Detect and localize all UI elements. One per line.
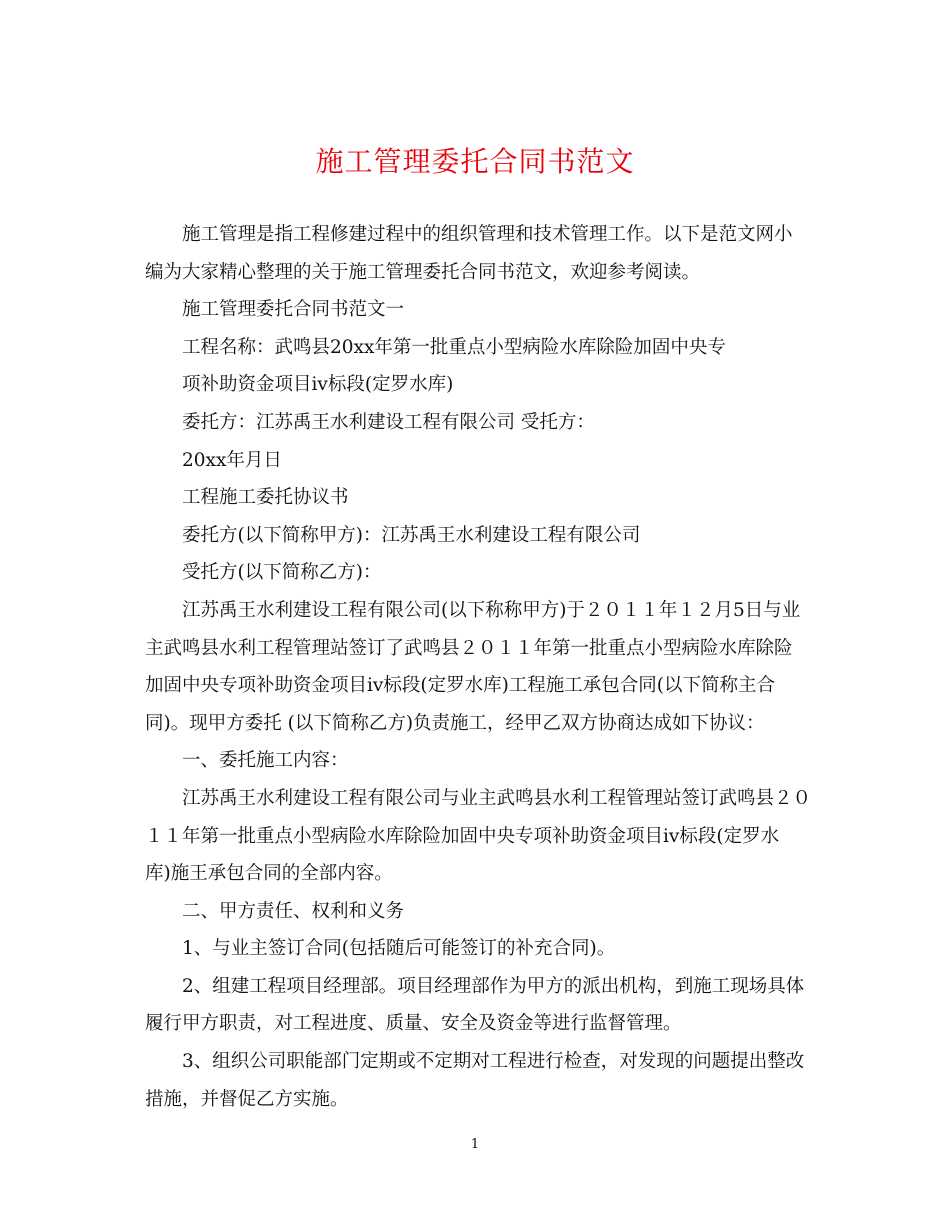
- paragraph-line: 编为大家精心整理的关于施工管理委托合同书范文，欢迎参考阅读。: [145, 261, 701, 283]
- paragraph-line: 措施，并督促乙方实施。: [145, 1088, 349, 1110]
- paragraph-line: 项补助资金项目iv标段(定罗水库): [182, 374, 454, 396]
- document-title: 施工管理委托合同书范文: [315, 145, 635, 178]
- paragraph-line: 履行甲方职责，对工程进度、质量、安全及资金等进行监督管理。: [145, 1013, 682, 1035]
- paragraph-line: 2、组建工程项目经理部。项目经理部作为甲方的派出机构，到施工现场具体: [182, 975, 805, 997]
- paragraph-line: 同)。现甲方委托 (以下简称乙方)负责施工，经甲乙双方协商达成如下协议：: [145, 712, 765, 734]
- paragraph-line: 委托方：江苏禹王水利建设工程有限公司 受托方：: [182, 411, 595, 433]
- paragraph-line: １１年第一批重点小型病险水库除险加固中央专项补助资金项目iv标段(定罗水: [145, 825, 780, 847]
- paragraph-line: 江苏禹王水利建设工程有限公司与业主武鸣县水利工程管理站签订武鸣县２０: [182, 787, 812, 809]
- paragraph-line: 江苏禹王水利建设工程有限公司(以下称称甲方)于２０１１年１２月5日与业: [182, 599, 801, 621]
- paragraph-line: 3、组织公司职能部门定期或不定期对工程进行检查，对发现的问题提出整改: [182, 1051, 805, 1073]
- paragraph-line: 施工管理委托合同书范文一: [182, 299, 405, 321]
- paragraph-line: 主武鸣县水利工程管理站签订了武鸣县２０１１年第一批重点小型病险水库除险: [145, 637, 793, 659]
- paragraph-line: 工程施工委托协议书: [182, 487, 349, 509]
- paragraph-line: 工程名称：武鸣县20xx年第一批重点小型病险水库除险加固中央专: [182, 336, 726, 358]
- paragraph-line: 受托方(以下简称乙方)：: [182, 562, 382, 584]
- paragraph-line: 加固中央专项补助资金项目iv标段(定罗水库)工程施工承包合同(以下简称主合: [145, 675, 776, 697]
- document-body: [145, 216, 810, 1118]
- paragraph-line: 施工管理是指工程修建过程中的组织管理和技术管理工作。以下是范文网小: [182, 224, 793, 245]
- paragraph-line: 20xx年月日: [182, 449, 282, 471]
- paragraph-line: 一、委托施工内容：: [182, 750, 349, 772]
- paragraph-line: 二、甲方责任、权利和义务: [182, 900, 405, 922]
- paragraph-line: 库)施王承包合同的全部内容。: [145, 863, 393, 885]
- page-number: 1: [470, 1137, 480, 1152]
- paragraph-line: 1、与业主签订合同(包括随后可能签订的补充合同)。: [182, 938, 616, 960]
- paragraph-line: 委托方(以下简称甲方)：江苏禹王水利建设工程有限公司: [182, 524, 641, 546]
